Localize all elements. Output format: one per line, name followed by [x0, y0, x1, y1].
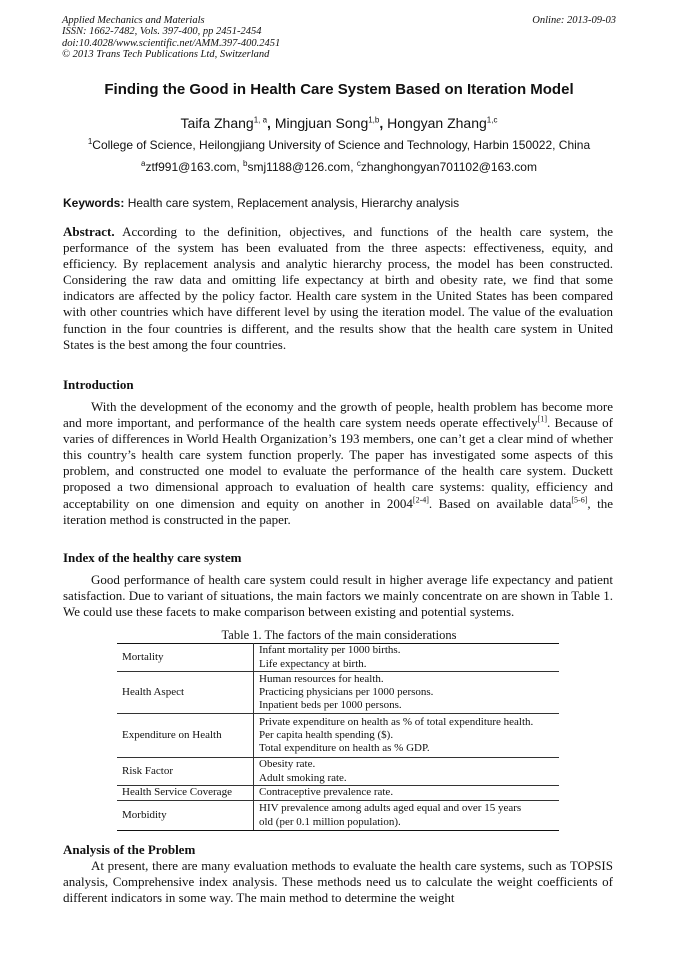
table-item: Inpatient beds per 1000 persons.	[259, 699, 402, 712]
table-row	[117, 672, 559, 714]
table-category-cell: Morbidity	[117, 801, 254, 831]
paper-title: Finding the Good in Health Care System Based on Iteration Model	[104, 81, 574, 98]
table-item: Life expectancy at birth.	[259, 657, 367, 670]
intro-text-3: . Based on available data	[428, 495, 572, 511]
keywords-text: Health care system, Replacement analysis, Hierarchy analysis	[127, 196, 460, 210]
analysis-paragraph	[63, 858, 613, 906]
table-row	[117, 786, 559, 801]
table-items-cell	[254, 758, 560, 786]
affiliation-text: College of Science, Heilongjiang University of Science and Technology, Harbin 150022, China	[92, 138, 591, 152]
abstract-label: Abstract.	[63, 224, 115, 239]
intro-text-4: , the iteration method is constructed in the paper.	[63, 495, 613, 527]
table-item: Contraceptive prevalence rate.	[259, 786, 394, 799]
author-affiliation-mark: 1,b	[368, 115, 380, 125]
citation-ref[interactable]: [5-6]	[571, 495, 588, 505]
online-date: Online: 2013-09-03	[532, 15, 616, 26]
author-affiliation-mark: 1,c	[486, 115, 498, 125]
email-address[interactable]: ztf991@163.com	[145, 160, 237, 174]
table-caption: Table 1. The factors of the main considerations	[221, 628, 457, 642]
table-row	[117, 801, 559, 831]
citation-ref[interactable]: [1]	[537, 414, 548, 424]
citation-ref[interactable]: [2-4]	[412, 495, 429, 505]
affiliation	[0, 138, 678, 152]
analysis-text: At present, there are many evaluation methods to evaluate the health care systems, such as TOPSIS analysis, Comprehensive index analysis. These methods need us to calculate the weight coefficients of different indicators in some way. The main method to determine the weight	[63, 858, 613, 906]
abstract-text: According to the definition, objectives, and functions of the health care system, the performance of the system has been evaluated from the three aspects: effectiveness, equity, and efficiency. By replacement analysis and analytic hierarchy process, the model has been constructed. Considering the raw data and omitting life expectancy at birth and obesity rate, we find that some indicators are affected by the policy factor. Health care system in the United States has been compared with other countries which have different level by using the iteration model. The value of the evaluation function in the four countries is different, and the results show that the health care system in United States is the best among the four countries.	[63, 224, 613, 352]
index-text: Good performance of health care system could result in higher average life expectancy and patient satisfaction. Due to variant of situations, the main factors we mainly concentrate on are shown in Table 1. We could use these facets to make comparison between existing and potential systems.	[63, 572, 613, 620]
analysis-heading: Analysis of the Problem	[63, 842, 196, 857]
copyright-line: © 2013 Trans Tech Publications Ltd, Switzerland	[62, 49, 270, 61]
index-paragraph	[63, 572, 613, 620]
intro-text-1: With the development of the economy and the growth of people, health problem has become more and more important, and performance of the health care system needs operate effectively	[63, 399, 613, 431]
table-items-cell	[254, 786, 560, 801]
factors-table	[117, 643, 559, 831]
author-affiliation-mark: 1, a	[253, 115, 268, 125]
intro-text-2: . Because of varies of differences in World Health Organization’s 193 members, one can’t get a clear mind of whether this country’s health care system function properly. The paper has investigated some aspects of this problem, and constructed one model to evaluate the performance of the health care system. Duckett proposed a two dimensional approach to evaluation of health care systems: quality, efficiency and acceptability on one dimension and equity on another in 2004	[63, 415, 613, 511]
journal-header	[62, 15, 280, 61]
email-mark: c	[356, 159, 361, 168]
table-item: Obesity rate.	[259, 758, 316, 771]
table-row	[117, 644, 559, 672]
keywords	[63, 196, 459, 210]
table-category-cell: Health Aspect	[117, 672, 254, 714]
index-heading: Index of the healthy care system	[63, 550, 242, 565]
introduction-paragraph	[63, 399, 613, 528]
table-category-cell: Risk Factor	[117, 758, 254, 786]
issn-line: ISSN: 1662-7482, Vols. 397-400, pp 2451-2454	[62, 26, 262, 38]
table-item: Adult smoking rate.	[259, 771, 347, 784]
table-items-cell	[254, 801, 560, 831]
author-name: Taifa Zhang	[180, 115, 254, 131]
author-name: Mingjuan Song	[274, 115, 369, 131]
table-category-cell: Health Service Coverage	[117, 786, 254, 801]
table-category-cell: Expenditure on Health	[117, 714, 254, 758]
affiliation-mark: 1	[87, 137, 93, 146]
table-items-cell	[254, 714, 560, 758]
table-row	[117, 714, 559, 758]
doi-line: doi:10.4028/www.scientific.net/AMM.397-400.2451	[62, 37, 281, 49]
table-item: Total expenditure on health as % GDP.	[259, 742, 430, 755]
table-category-cell: Mortality	[117, 644, 254, 672]
introduction-heading: Introduction	[63, 377, 134, 392]
email-list: $^a$ztf991@163.com, $^b$smj1188@126.com, $^c$zhanghongyan701102@163.com	[141, 159, 537, 174]
table-items-cell	[254, 644, 560, 672]
table-item: Infant mortality per 1000 births.	[259, 644, 401, 657]
table-item: Private expenditure on health as % of total expenditure health.	[259, 715, 534, 728]
table-items-cell	[254, 672, 560, 714]
email-mark: a	[141, 159, 146, 168]
table-item: old (per 0.1 million population).	[259, 815, 401, 828]
email-mark: b	[243, 159, 248, 168]
keywords-label: Keywords:	[63, 196, 125, 210]
email-address[interactable]: smj1188@126.com	[247, 160, 351, 174]
table-item: Human resources for health.	[259, 672, 384, 685]
table-item: Practicing physicians per 1000 persons.	[259, 685, 434, 698]
abstract	[63, 224, 613, 353]
table-item: HIV prevalence among adults aged equal and over 15 years	[259, 802, 522, 815]
table-row	[117, 758, 559, 786]
author-name: Hongyan Zhang	[387, 115, 487, 131]
table-item: Per capita health spending ($).	[259, 728, 394, 741]
author-list: Taifa Zhang$^{1, a}$, Mingjuan Song$^{1,b}$, Hongyan Zhang$^{1,c}$	[180, 115, 498, 131]
journal-name: Applied Mechanics and Materials	[62, 15, 205, 26]
email-address[interactable]: zhanghongyan701102@163.com	[360, 160, 537, 174]
